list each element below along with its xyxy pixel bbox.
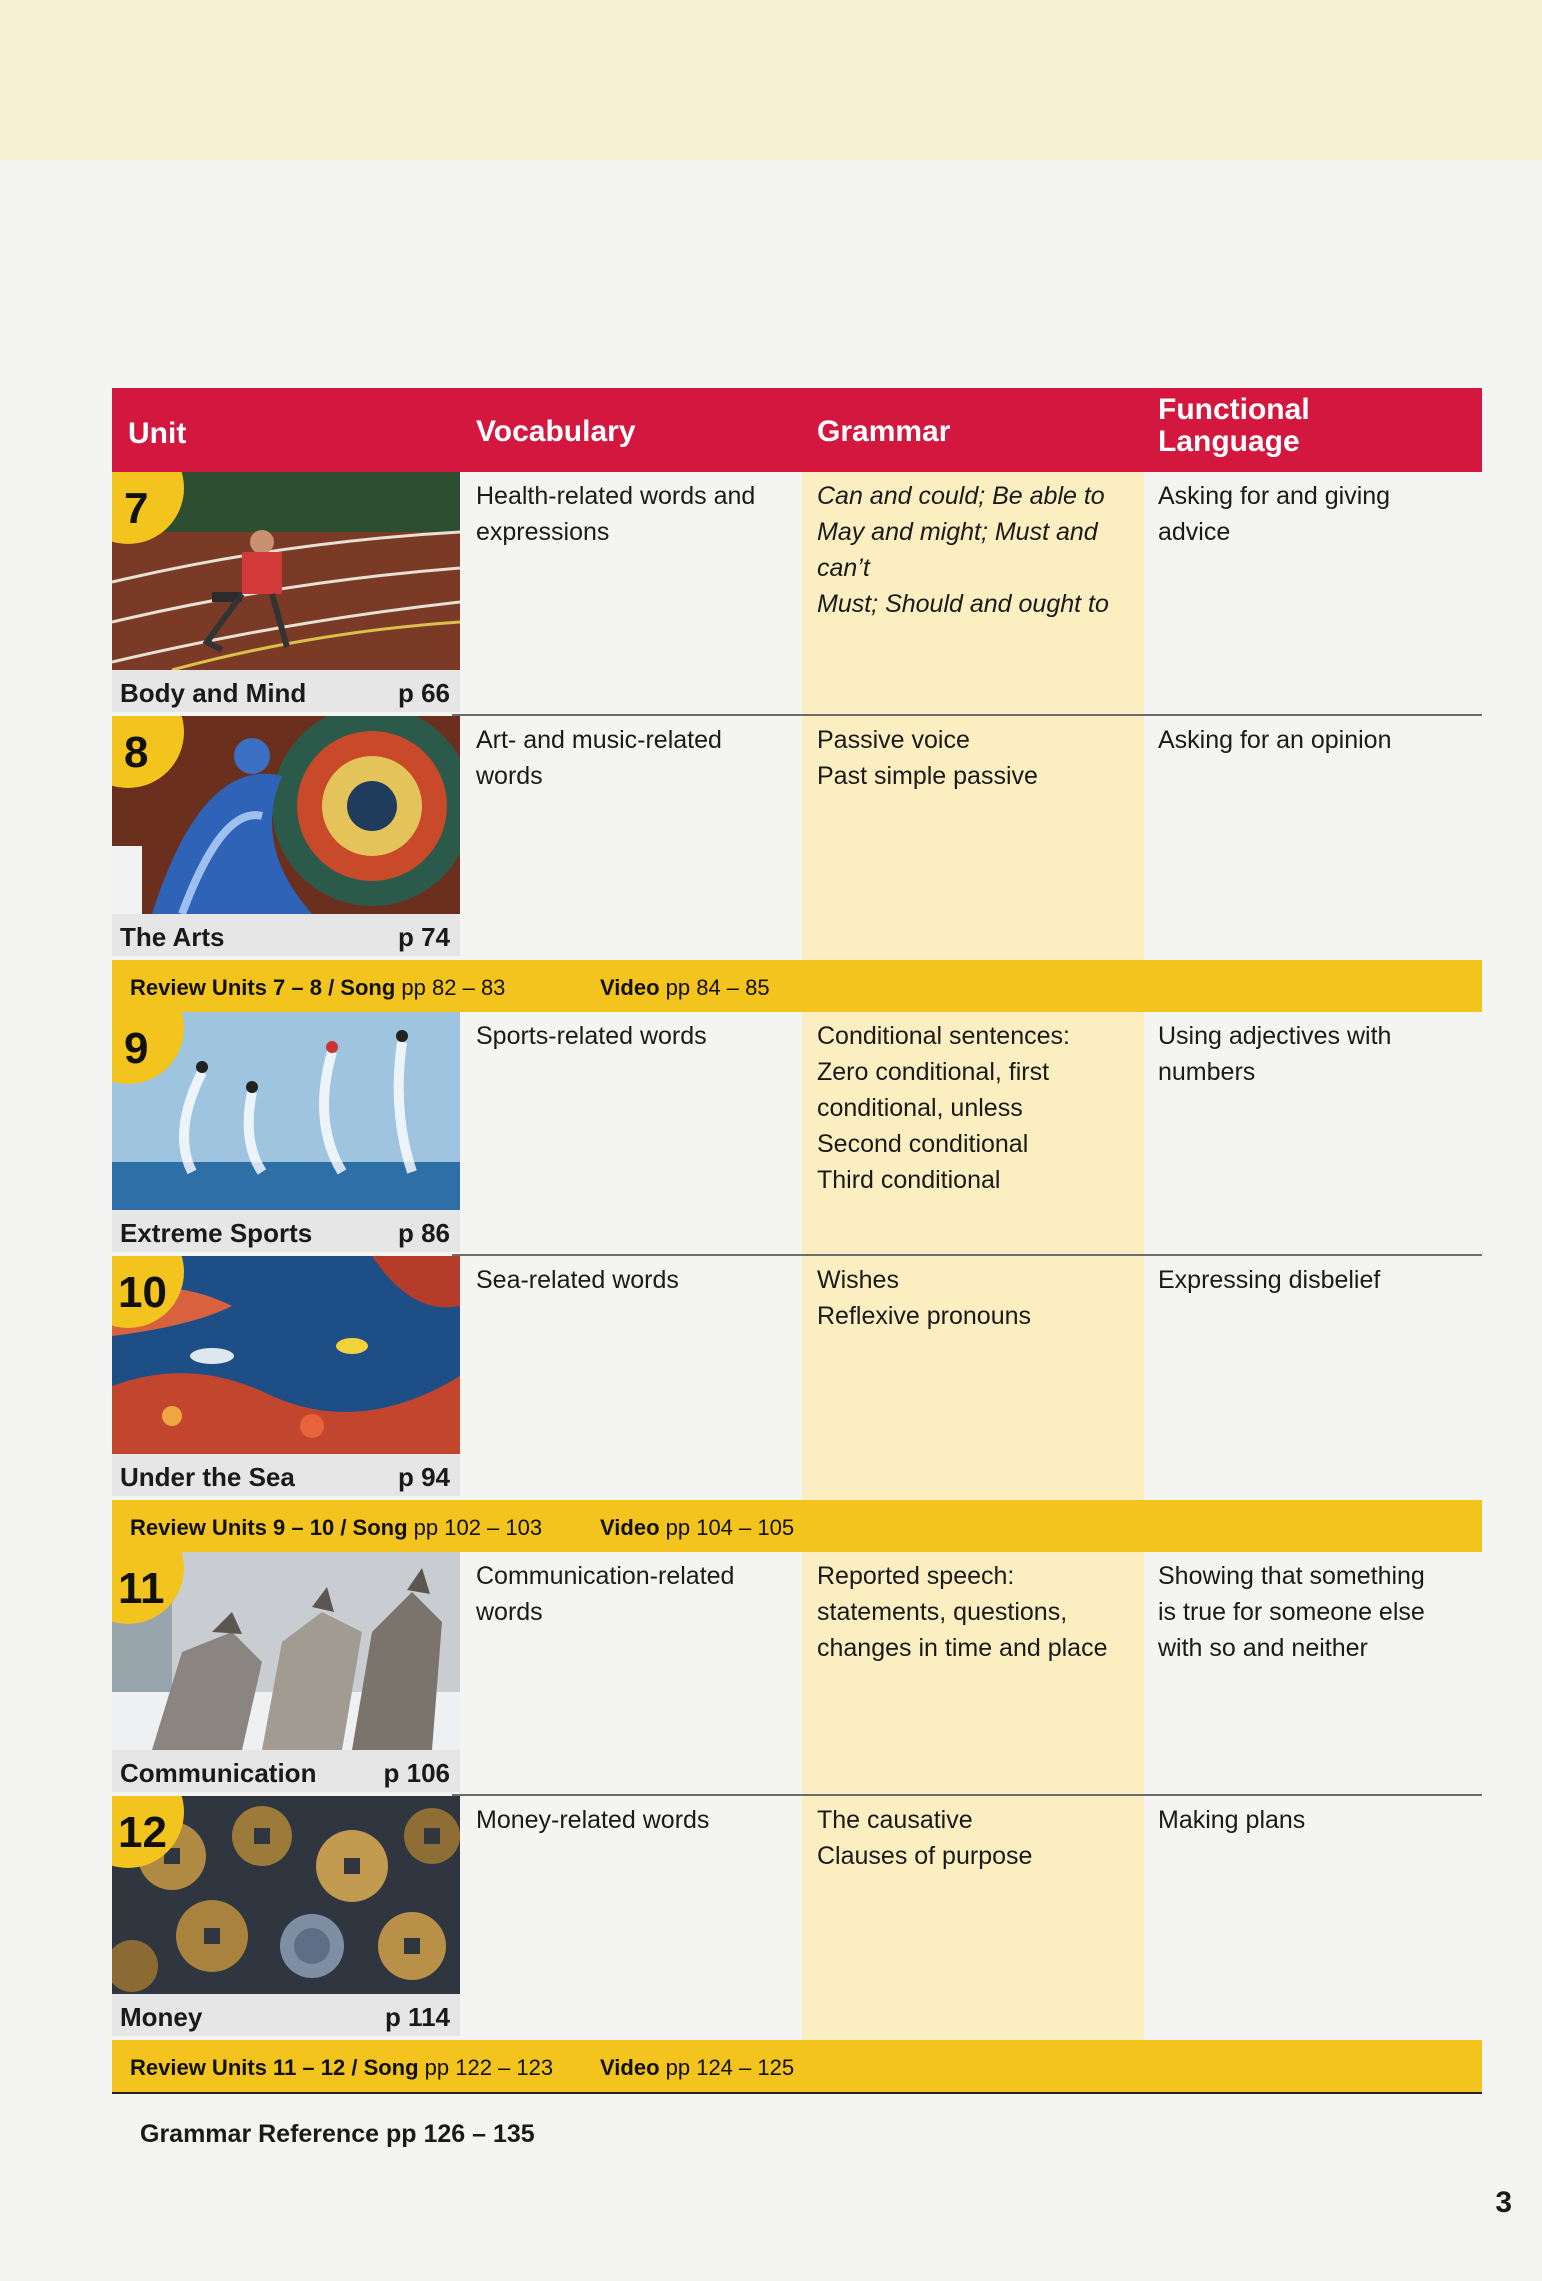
unit-8-page: p 74 <box>397 922 450 952</box>
table-header <box>112 388 1482 472</box>
unit-9-caption <box>112 1210 460 1252</box>
unit-8-image <box>112 716 460 914</box>
unit-12-caption <box>112 1994 460 2036</box>
unit-7-caption <box>112 670 460 712</box>
review-bar-7-8[interactable]: Review Units 7 – 8 / Song pp 82 – 83 Video pp 84 – 85 <box>112 960 1482 1012</box>
unit-8-number-badge: 8 <box>112 716 184 788</box>
unit-row-9[interactable] <box>112 1012 1482 1256</box>
unit-9-grammar: Conditional sentences: Zero conditional, first conditional, unless Second conditional Third conditional <box>817 1022 1070 1194</box>
unit-8-title: The Arts <box>120 922 225 952</box>
unit-10-image <box>112 1256 460 1454</box>
unit-9-functional-language: Using adjectives with numbers <box>1158 1022 1392 1086</box>
unit-7-image <box>112 472 460 670</box>
unit-11-vocabulary: Communication-related words <box>476 1562 735 1626</box>
unit-10-number-badge: 10 <box>112 1256 184 1328</box>
unit-8-vocabulary: Art- and music-related words <box>476 726 722 790</box>
unit-7-grammar: Can and could; Be able to May and might; Must and can’t Must; Should and ought to <box>817 482 1109 618</box>
header-functional-language: Functional Language <box>1158 393 1310 458</box>
unit-11-number-badge: 11 <box>112 1552 184 1624</box>
contents-table <box>112 388 1482 2198</box>
unit-11-page: p 106 <box>383 1758 450 1788</box>
top-band <box>0 0 1542 160</box>
unit-10-caption <box>112 1454 460 1496</box>
unit-12-page: p 114 <box>384 2002 450 2032</box>
unit-11-title: Communication <box>120 1758 317 1788</box>
unit-12-grammar: The causative Clauses of purpose <box>817 1806 1033 1870</box>
unit-9-title: Extreme Sports <box>120 1218 313 1248</box>
unit-10-functional-language: Expressing disbelief <box>1158 1266 1381 1294</box>
unit-12-vocabulary: Money-related words <box>476 1806 710 1834</box>
unit-7-functional-language: Asking for and giving advice <box>1158 482 1391 546</box>
unit-8-caption <box>112 914 460 956</box>
table-bottom-rule <box>112 2092 1482 2094</box>
unit-7-vocabulary: Health-related words and expressions <box>476 482 756 546</box>
unit-11-grammar: Reported speech: statements, questions, changes in time and place <box>817 1562 1108 1662</box>
header-vocabulary: Vocabulary <box>476 415 636 448</box>
unit-9-image <box>112 1012 460 1210</box>
unit-row-12[interactable] <box>112 1796 1482 2040</box>
review-bar-11-12[interactable]: Review Units 11 – 12 / Song pp 122 – 123 Video pp 124 – 125 <box>112 2040 1482 2092</box>
review-bar-9-10[interactable]: Review Units 9 – 10 / Song pp 102 – 103 Video pp 104 – 105 <box>112 1500 1482 1552</box>
unit-12-title: Money <box>120 2002 203 2032</box>
unit-9-page: p 86 <box>397 1218 450 1248</box>
unit-11-image <box>112 1552 460 1750</box>
unit-row-11[interactable] <box>112 1552 1482 1796</box>
unit-7-number-badge: 7 <box>112 472 184 544</box>
header-grammar: Grammar <box>817 415 951 448</box>
unit-10-page: p 94 <box>397 1462 450 1492</box>
unit-8-grammar: Passive voice Past simple passive <box>817 726 1038 790</box>
unit-10-vocabulary: Sea-related words <box>476 1266 679 1294</box>
unit-12-number-badge: 12 <box>112 1796 184 1868</box>
unit-10-grammar: Wishes Reflexive pronouns <box>817 1266 1032 1330</box>
header-unit: Unit <box>128 417 187 450</box>
unit-7-page: p 66 <box>397 678 450 708</box>
unit-11-caption <box>112 1750 460 1792</box>
unit-9-vocabulary: Sports-related words <box>476 1022 707 1050</box>
unit-7-title: Body and Mind <box>120 678 307 708</box>
unit-12-functional-language: Making plans <box>1158 1806 1306 1834</box>
unit-row-8[interactable] <box>112 716 1482 960</box>
unit-9-number-badge: 9 <box>112 1012 184 1084</box>
unit-12-image <box>112 1796 460 1994</box>
grammar-reference-link[interactable]: Grammar Reference pp 126 – 135 <box>140 2120 535 2148</box>
unit-row-10[interactable] <box>112 1256 1482 1500</box>
unit-row-7[interactable] <box>112 472 1482 716</box>
page-number: 3 <box>1495 2186 1512 2219</box>
unit-11-functional-language: Showing that something is true for someone else with so and neither <box>1158 1562 1425 1662</box>
unit-10-title: Under the Sea <box>120 1462 295 1492</box>
unit-8-functional-language: Asking for an opinion <box>1158 726 1392 754</box>
